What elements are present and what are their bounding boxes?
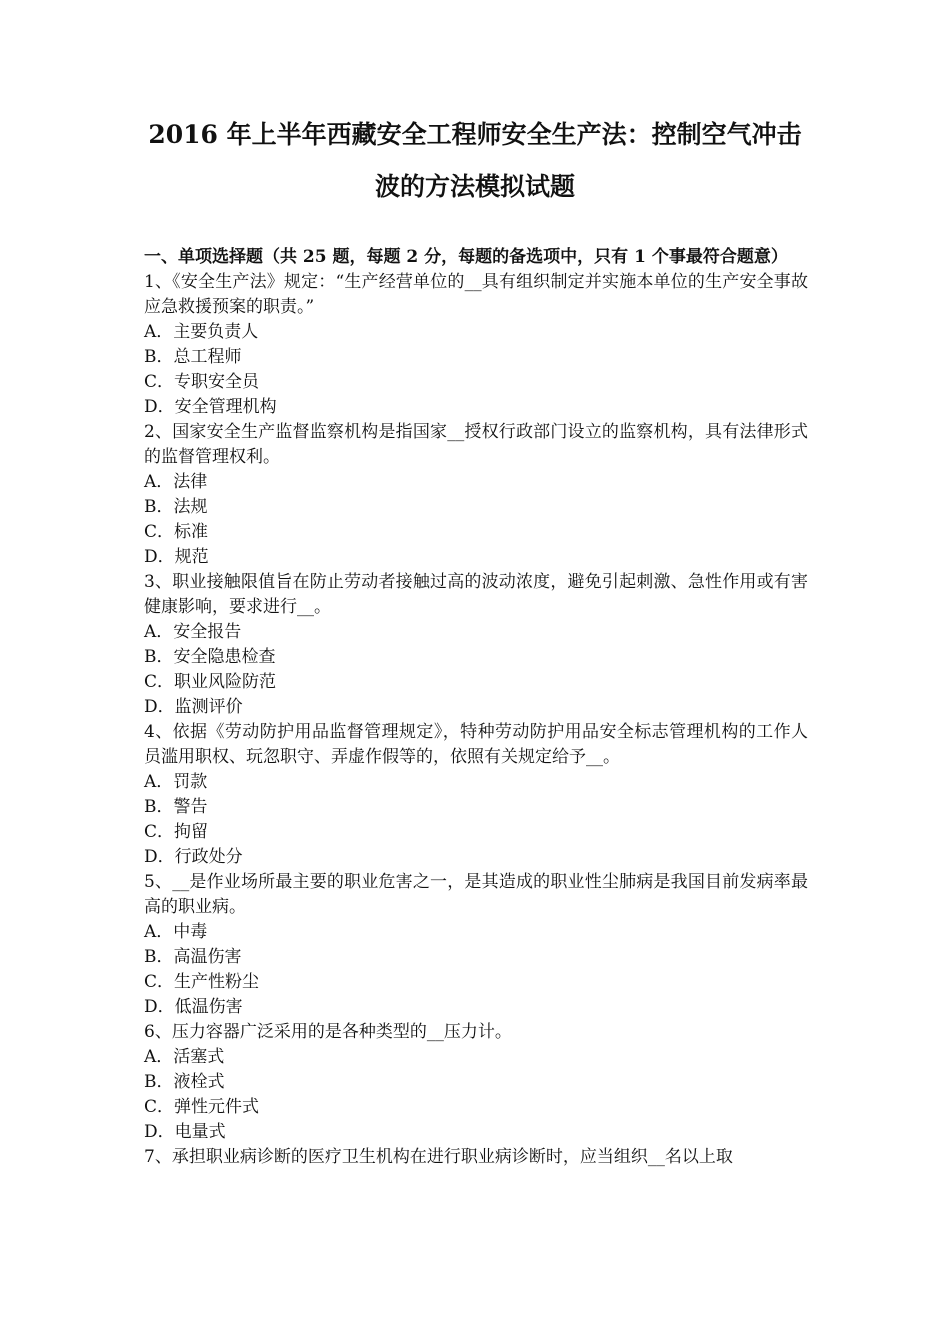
question-2-option-d: D．规范 — [144, 547, 209, 567]
question-3-option-a: A．安全报告 — [144, 622, 242, 642]
document-body — [144, 245, 808, 1170]
question-7-text: 7、承担职业病诊断的医疗卫生机构在进行职业病诊断时，应当组织__名以上取 — [144, 1147, 733, 1167]
question-2-text: 2、国家安全生产监督监察机构是指国家__授权行政部门设立的监察机构，具有法律形式的监督管理权利。 — [144, 422, 808, 467]
question-2-option-a: A．法律 — [144, 472, 208, 492]
question-5-option-d: D．低温伤害 — [144, 997, 243, 1017]
question-3-option-c: C．职业风险防范 — [144, 672, 277, 692]
question-block-4 — [144, 720, 808, 870]
question-6-option-b: B．液栓式 — [144, 1072, 225, 1092]
question-6-option-c: C．弹性元件式 — [144, 1097, 260, 1117]
question-1-option-a: A．主要负责人 — [144, 322, 259, 342]
question-4-option-b: B．警告 — [144, 797, 208, 817]
question-5-option-b: B．高温伤害 — [144, 947, 242, 967]
question-block-7 — [144, 1145, 808, 1170]
question-6-option-d: D．电量式 — [144, 1122, 226, 1142]
section-heading: 一、单项选择题（共 25 题，每题 2 分，每题的备选项中，只有 1 个事最符合题意） — [144, 247, 788, 267]
question-2-option-c: C．标准 — [144, 522, 209, 542]
question-block-1 — [144, 270, 808, 420]
question-4-option-a: A．罚款 — [144, 772, 208, 792]
question-5-option-a: A．中毒 — [144, 922, 208, 942]
question-block-6 — [144, 1020, 808, 1145]
question-block-2 — [144, 420, 808, 570]
question-4-text: 4、依据《劳动防护用品监督管理规定》，特种劳动防护用品安全标志管理机构的工作人员滥用职权、玩忽职守、弄虚作假等的，依照有关规定给予__。 — [144, 722, 808, 767]
question-4-option-c: C．拘留 — [144, 822, 209, 842]
question-1-text: 1、《安全生产法》规定：“生产经营单位的__具有组织制定并实施本单位的生产安全事故应急救援预案的职责。” — [144, 272, 808, 317]
question-3-option-d: D．监测评价 — [144, 697, 243, 717]
document-title-line-1: 2016 年上半年西藏安全工程师安全生产法：控制空气冲击 — [148, 120, 802, 149]
question-6-option-a: A．活塞式 — [144, 1047, 225, 1067]
question-1-option-c: C．专职安全员 — [144, 372, 260, 392]
question-block-5 — [144, 870, 808, 1020]
question-4-option-d: D．行政处分 — [144, 847, 243, 867]
question-1-option-d: D．安全管理机构 — [144, 397, 277, 417]
question-2-option-b: B．法规 — [144, 497, 208, 517]
question-6-text: 6、压力容器广泛采用的是各种类型的__压力计。 — [144, 1022, 512, 1042]
question-3-text: 3、职业接触限值旨在防止劳动者接触过高的波动浓度，避免引起刺激、急性作用或有害健康影响，要求进行__。 — [144, 572, 808, 617]
question-5-text: 5、__是作业场所最主要的职业危害之一，是其造成的职业性尘肺病是我国目前发病率最高的职业病。 — [144, 872, 808, 917]
question-3-option-b: B．安全隐患检查 — [144, 647, 276, 667]
document-title-line-2: 波的方法模拟试题 — [374, 172, 575, 201]
question-5-option-c: C．生产性粉尘 — [144, 972, 260, 992]
question-block-3 — [144, 570, 808, 720]
question-1-option-b: B．总工程师 — [144, 347, 242, 367]
